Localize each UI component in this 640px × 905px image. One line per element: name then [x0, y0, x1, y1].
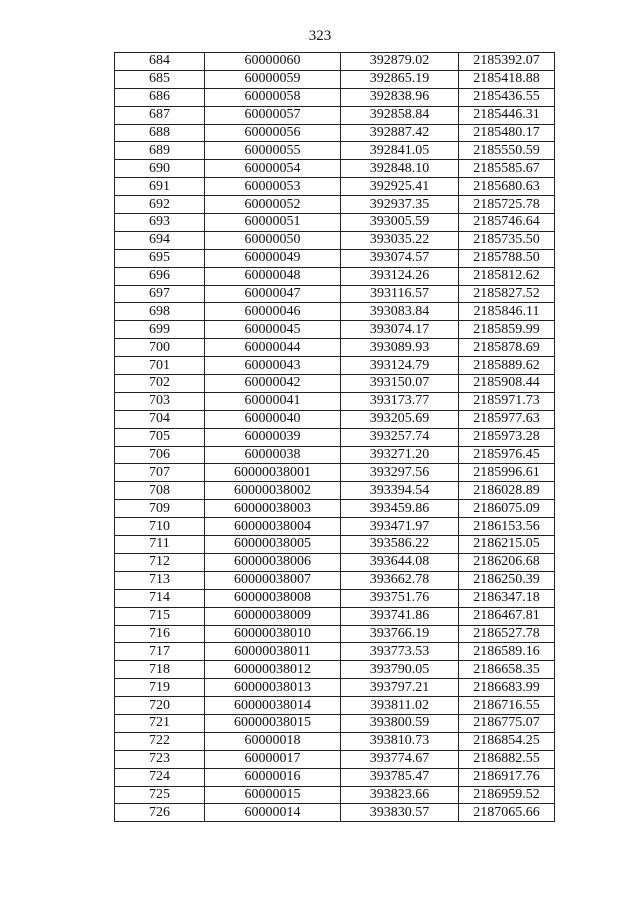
y-coordinate-cell: 2186075.09	[459, 500, 555, 518]
x-coordinate-cell: 393811.02	[341, 697, 459, 715]
point-number-cell: 714	[115, 589, 205, 607]
x-coordinate-cell: 393785.47	[341, 768, 459, 786]
table-row	[115, 285, 555, 303]
point-number-cell: 684	[115, 53, 205, 71]
y-coordinate-cell: 2185680.63	[459, 178, 555, 196]
y-coordinate-cell: 2186347.18	[459, 589, 555, 607]
table-row	[115, 392, 555, 410]
point-number-cell: 718	[115, 661, 205, 679]
x-coordinate-cell: 393394.54	[341, 482, 459, 500]
y-coordinate-cell: 2185971.73	[459, 392, 555, 410]
table-row	[115, 196, 555, 214]
y-coordinate-cell: 2186250.39	[459, 571, 555, 589]
y-coordinate-cell: 2185812.62	[459, 267, 555, 285]
x-coordinate-cell: 393459.86	[341, 500, 459, 518]
x-coordinate-cell: 392925.41	[341, 178, 459, 196]
point-id-cell: 60000052	[205, 196, 341, 214]
point-id-cell: 60000042	[205, 375, 341, 393]
x-coordinate-cell: 393173.77	[341, 392, 459, 410]
point-number-cell: 709	[115, 500, 205, 518]
point-id-cell: 60000050	[205, 231, 341, 249]
point-id-cell: 60000055	[205, 142, 341, 160]
x-coordinate-cell: 393773.53	[341, 643, 459, 661]
point-id-cell: 60000039	[205, 428, 341, 446]
point-id-cell: 60000045	[205, 321, 341, 339]
point-number-cell: 694	[115, 231, 205, 249]
x-coordinate-cell: 393471.97	[341, 518, 459, 536]
x-coordinate-cell: 393271.20	[341, 446, 459, 464]
y-coordinate-cell: 2186917.76	[459, 768, 555, 786]
table-row	[115, 679, 555, 697]
point-id-cell: 60000017	[205, 750, 341, 768]
y-coordinate-cell: 2186959.52	[459, 786, 555, 804]
y-coordinate-cell: 2185878.69	[459, 339, 555, 357]
coordinates-table-body	[115, 53, 555, 822]
point-number-cell: 699	[115, 321, 205, 339]
x-coordinate-cell: 393116.57	[341, 285, 459, 303]
y-coordinate-cell: 2185725.78	[459, 196, 555, 214]
x-coordinate-cell: 392838.96	[341, 88, 459, 106]
y-coordinate-cell: 2186527.78	[459, 625, 555, 643]
table-row	[115, 768, 555, 786]
point-id-cell: 60000047	[205, 285, 341, 303]
table-row	[115, 625, 555, 643]
x-coordinate-cell: 393741.86	[341, 607, 459, 625]
point-id-cell: 60000015	[205, 786, 341, 804]
x-coordinate-cell: 392858.84	[341, 106, 459, 124]
point-number-cell: 719	[115, 679, 205, 697]
point-id-cell: 60000038007	[205, 571, 341, 589]
y-coordinate-cell: 2185446.31	[459, 106, 555, 124]
x-coordinate-cell: 393205.69	[341, 410, 459, 428]
coordinates-table	[114, 52, 555, 822]
point-number-cell: 721	[115, 714, 205, 732]
table-row	[115, 750, 555, 768]
point-id-cell: 60000038006	[205, 553, 341, 571]
table-row	[115, 536, 555, 554]
point-id-cell: 60000057	[205, 106, 341, 124]
y-coordinate-cell: 2185436.55	[459, 88, 555, 106]
x-coordinate-cell: 392887.42	[341, 124, 459, 142]
x-coordinate-cell: 392848.10	[341, 160, 459, 178]
y-coordinate-cell: 2185392.07	[459, 53, 555, 71]
point-number-cell: 701	[115, 357, 205, 375]
point-id-cell: 60000044	[205, 339, 341, 357]
x-coordinate-cell: 393810.73	[341, 732, 459, 750]
x-coordinate-cell: 393089.93	[341, 339, 459, 357]
table-row	[115, 214, 555, 232]
point-id-cell: 60000053	[205, 178, 341, 196]
point-id-cell: 60000038003	[205, 500, 341, 518]
x-coordinate-cell: 393662.78	[341, 571, 459, 589]
point-number-cell: 720	[115, 697, 205, 715]
y-coordinate-cell: 2185746.64	[459, 214, 555, 232]
point-number-cell: 725	[115, 786, 205, 804]
y-coordinate-cell: 2185585.67	[459, 160, 555, 178]
point-number-cell: 708	[115, 482, 205, 500]
table-row	[115, 375, 555, 393]
point-id-cell: 60000038011	[205, 643, 341, 661]
point-number-cell: 685	[115, 70, 205, 88]
y-coordinate-cell: 2186467.81	[459, 607, 555, 625]
point-number-cell: 715	[115, 607, 205, 625]
table-row	[115, 88, 555, 106]
point-id-cell: 60000038014	[205, 697, 341, 715]
point-number-cell: 713	[115, 571, 205, 589]
x-coordinate-cell: 393074.57	[341, 249, 459, 267]
y-coordinate-cell: 2186775.07	[459, 714, 555, 732]
table-row	[115, 410, 555, 428]
point-id-cell: 60000038004	[205, 518, 341, 536]
x-coordinate-cell: 393586.22	[341, 536, 459, 554]
y-coordinate-cell: 2185996.61	[459, 464, 555, 482]
point-number-cell: 687	[115, 106, 205, 124]
table-row	[115, 178, 555, 196]
y-coordinate-cell: 2186882.55	[459, 750, 555, 768]
x-coordinate-cell: 392879.02	[341, 53, 459, 71]
table-row	[115, 500, 555, 518]
x-coordinate-cell: 393800.59	[341, 714, 459, 732]
point-id-cell: 60000038	[205, 446, 341, 464]
table-row	[115, 732, 555, 750]
point-number-cell: 711	[115, 536, 205, 554]
point-number-cell: 724	[115, 768, 205, 786]
point-number-cell: 723	[115, 750, 205, 768]
y-coordinate-cell: 2186854.25	[459, 732, 555, 750]
point-number-cell: 695	[115, 249, 205, 267]
point-number-cell: 707	[115, 464, 205, 482]
point-number-cell: 689	[115, 142, 205, 160]
point-id-cell: 60000018	[205, 732, 341, 750]
table-row	[115, 553, 555, 571]
point-id-cell: 60000038008	[205, 589, 341, 607]
x-coordinate-cell: 393644.08	[341, 553, 459, 571]
x-coordinate-cell: 392937.35	[341, 196, 459, 214]
y-coordinate-cell: 2187065.66	[459, 804, 555, 822]
y-coordinate-cell: 2186716.55	[459, 697, 555, 715]
x-coordinate-cell: 393830.57	[341, 804, 459, 822]
x-coordinate-cell: 392865.19	[341, 70, 459, 88]
point-id-cell: 60000038009	[205, 607, 341, 625]
point-id-cell: 60000038002	[205, 482, 341, 500]
x-coordinate-cell: 393083.84	[341, 303, 459, 321]
point-id-cell: 60000049	[205, 249, 341, 267]
point-id-cell: 60000046	[205, 303, 341, 321]
x-coordinate-cell: 393774.67	[341, 750, 459, 768]
x-coordinate-cell: 393035.22	[341, 231, 459, 249]
y-coordinate-cell: 2185908.44	[459, 375, 555, 393]
point-id-cell: 60000059	[205, 70, 341, 88]
table-row	[115, 70, 555, 88]
table-row	[115, 249, 555, 267]
y-coordinate-cell: 2186683.99	[459, 679, 555, 697]
y-coordinate-cell: 2185827.52	[459, 285, 555, 303]
x-coordinate-cell: 393823.66	[341, 786, 459, 804]
point-number-cell: 702	[115, 375, 205, 393]
y-coordinate-cell: 2185889.62	[459, 357, 555, 375]
point-number-cell: 693	[115, 214, 205, 232]
y-coordinate-cell: 2185846.11	[459, 303, 555, 321]
table-row	[115, 267, 555, 285]
y-coordinate-cell: 2186589.16	[459, 643, 555, 661]
point-id-cell: 60000058	[205, 88, 341, 106]
table-row	[115, 607, 555, 625]
point-number-cell: 703	[115, 392, 205, 410]
y-coordinate-cell: 2185973.28	[459, 428, 555, 446]
point-number-cell: 717	[115, 643, 205, 661]
point-number-cell: 686	[115, 88, 205, 106]
table-row	[115, 321, 555, 339]
x-coordinate-cell: 393124.26	[341, 267, 459, 285]
y-coordinate-cell: 2185976.45	[459, 446, 555, 464]
table-row	[115, 571, 555, 589]
y-coordinate-cell: 2186153.56	[459, 518, 555, 536]
table-row	[115, 303, 555, 321]
y-coordinate-cell: 2185418.88	[459, 70, 555, 88]
x-coordinate-cell: 393297.56	[341, 464, 459, 482]
point-number-cell: 690	[115, 160, 205, 178]
point-id-cell: 60000048	[205, 267, 341, 285]
x-coordinate-cell: 393257.74	[341, 428, 459, 446]
point-id-cell: 60000016	[205, 768, 341, 786]
table-row	[115, 464, 555, 482]
x-coordinate-cell: 393797.21	[341, 679, 459, 697]
y-coordinate-cell: 2186658.35	[459, 661, 555, 679]
x-coordinate-cell: 393150.07	[341, 375, 459, 393]
table-row	[115, 446, 555, 464]
table-row	[115, 518, 555, 536]
y-coordinate-cell: 2185788.50	[459, 249, 555, 267]
point-number-cell: 706	[115, 446, 205, 464]
point-id-cell: 60000041	[205, 392, 341, 410]
point-id-cell: 60000038013	[205, 679, 341, 697]
point-number-cell: 705	[115, 428, 205, 446]
point-number-cell: 712	[115, 553, 205, 571]
x-coordinate-cell: 393751.76	[341, 589, 459, 607]
x-coordinate-cell: 393005.59	[341, 214, 459, 232]
point-number-cell: 700	[115, 339, 205, 357]
point-number-cell: 726	[115, 804, 205, 822]
x-coordinate-cell: 393124.79	[341, 357, 459, 375]
table-row	[115, 106, 555, 124]
point-number-cell: 710	[115, 518, 205, 536]
point-number-cell: 697	[115, 285, 205, 303]
table-row	[115, 482, 555, 500]
x-coordinate-cell: 393766.19	[341, 625, 459, 643]
point-number-cell: 692	[115, 196, 205, 214]
table-row	[115, 231, 555, 249]
table-row	[115, 428, 555, 446]
point-number-cell: 696	[115, 267, 205, 285]
point-id-cell: 60000054	[205, 160, 341, 178]
y-coordinate-cell: 2185735.50	[459, 231, 555, 249]
table-row	[115, 661, 555, 679]
table-row	[115, 714, 555, 732]
table-row	[115, 339, 555, 357]
page-number: 323	[308, 28, 332, 44]
point-id-cell: 60000038012	[205, 661, 341, 679]
point-id-cell: 60000038005	[205, 536, 341, 554]
y-coordinate-cell: 2185977.63	[459, 410, 555, 428]
point-id-cell: 60000056	[205, 124, 341, 142]
y-coordinate-cell: 2186206.68	[459, 553, 555, 571]
y-coordinate-cell: 2185859.99	[459, 321, 555, 339]
x-coordinate-cell: 392841.05	[341, 142, 459, 160]
point-number-cell: 722	[115, 732, 205, 750]
table-row	[115, 589, 555, 607]
point-id-cell: 60000040	[205, 410, 341, 428]
table-row	[115, 160, 555, 178]
y-coordinate-cell: 2186028.89	[459, 482, 555, 500]
point-id-cell: 60000014	[205, 804, 341, 822]
table-row	[115, 786, 555, 804]
point-id-cell: 60000051	[205, 214, 341, 232]
table-row	[115, 697, 555, 715]
table-row	[115, 142, 555, 160]
point-number-cell: 691	[115, 178, 205, 196]
point-id-cell: 60000038015	[205, 714, 341, 732]
point-number-cell: 716	[115, 625, 205, 643]
point-id-cell: 60000060	[205, 53, 341, 71]
table-row	[115, 53, 555, 71]
y-coordinate-cell: 2185480.17	[459, 124, 555, 142]
point-number-cell: 704	[115, 410, 205, 428]
y-coordinate-cell: 2185550.59	[459, 142, 555, 160]
x-coordinate-cell: 393074.17	[341, 321, 459, 339]
table-row	[115, 804, 555, 822]
table-row	[115, 643, 555, 661]
point-id-cell: 60000038010	[205, 625, 341, 643]
point-number-cell: 688	[115, 124, 205, 142]
y-coordinate-cell: 2186215.05	[459, 536, 555, 554]
x-coordinate-cell: 393790.05	[341, 661, 459, 679]
point-id-cell: 60000043	[205, 357, 341, 375]
table-row	[115, 124, 555, 142]
point-id-cell: 60000038001	[205, 464, 341, 482]
table-row	[115, 357, 555, 375]
point-number-cell: 698	[115, 303, 205, 321]
